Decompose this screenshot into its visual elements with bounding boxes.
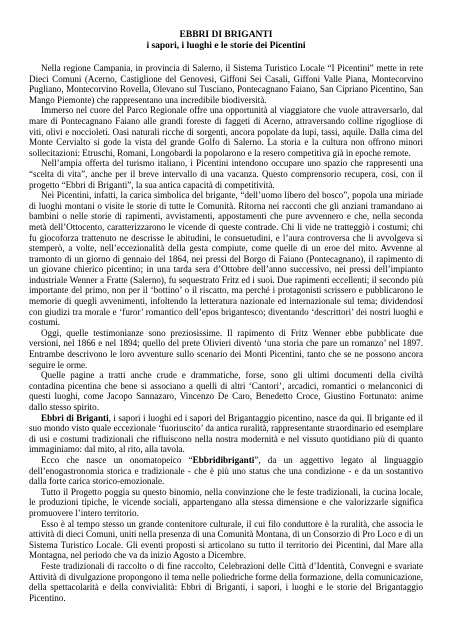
- paragraph-8: Ecco che nasce un onomatopeico “Ebbridibriganti”, da un aggettivo legato al linguaggio dell’enogastronomia storica e tradizionale - che è più uno status che una condizione - e da un sostantivo dalla forte carica storico-emozionale.: [29, 454, 423, 487]
- paragraph-6: Quelle pagine a tratti anche crude e drammatiche, forse, sono gli ultimi documenti della civiltà contadina picentina che bene si associano a quelli di altri ‘Cantori’, arcadici, romantici o melanconici di questi luoghi, come Jacopo Sannazaro, Vincenzo De Caro, Benedetto Croce, Giustino Fortunato: anime dallo stesso spirito.: [29, 370, 423, 412]
- paragraph-5: Oggi, quelle testimonianze sono preziosissime. Il rapimento di Fritz Wenner ebbe pubblicate due versioni, nel 1866 e nel 1894; quello del prete Olivieri diventò ‘una storia che pare un romanzo’ nel 1897. Entrambe descrivono le loro avventure sullo scenario dei Monti Picentini, tanto che se ne possono ancora seguire le orme.: [29, 327, 423, 370]
- document-title: EBBRI DI BRIGANTI: [179, 30, 273, 40]
- paragraph-9: Tutto il Progetto poggia su questo binomio, nella convinzione che le feste tradizionali, la cucina locale, le produzioni tipiche, le vicende sociali, appartengano alla stessa dimensione e che valorizzarle significa promuovere l’intero territorio.: [29, 486, 423, 518]
- document-subtitle: i sapori, i luoghi e le storie dei Picentini: [146, 41, 306, 51]
- paragraph-1: Nella regione Campania, in provincia di Salerno, il Sistema Turistico Locale “I Picentini” mette in rete Dieci Comuni (Acerno, Castiglione del Genovesi, Giffoni Sei Casali, Giffoni Valle Piana, Montecorvino Pugliano, Montecorvino Rovella, Olevano sul Tusciano, Pontecagnano Faiano, San Cipriano Picentino, San Mango Piemonte) che rappresentano una incredibile biodiversità.: [29, 63, 423, 105]
- paragraph-2: Immerso nel cuore del Parco Regionale offre una opportunità al viaggiatore che vuole attraversarlo, dal mare di Pontecagnano Faiano alle grandi foreste di faggeti di Acerno, attraversando colline rigogliose di viti, olivi e noccioleti. Oasi naturali ricche di sorgenti, ancora popolate da lupi, tassi, aquile. Dalla cima del Monte Cervialto si gode la vista del grande Golfo di Salerno. La storia e la cultura non offrono minori sollecitazioni: Etruschi, Romani, Longobardi la popolarono e la resero competitiva già in epoche remote.: [29, 105, 423, 158]
- paragraph-7: Ebbri di Briganti, i sapori i luoghi ed i sapori del Brigantaggio picentino, nasce da qui. Il brigante ed il suo mondo visto quale eccezionale ‘fuoriuscito’ da antica ruralità, rappresentante straordinario ed esemplare di usi e costumi tradizionali che rifluiscono nella nostra modernità e nel vissuto quotidiano più di quanto immaginiamo: dal mito, al rito, alla tavola.: [29, 412, 423, 455]
- paragraph-11: Feste tradizionali di raccolto o di fine raccolto, Celebrazioni delle Città d’Identità, Convegni e svariate Attività di divulgazione propongono il tema nelle poliedriche forme della formazione, della comunicazione, della spettacolarità e della convivialità: Ebbri di Briganti, i sapori, i luoghi e le storie del Brigantaggio Picentino.: [29, 560, 423, 603]
- paragraph-4: Nei Picentini, infatti, la carica simbolica del brigante, “dell’uomo libero del bosco”, popola una miriade di luoghi montani o visite le storie di tutte le Comunità. Ritorna nei racconti che gli anziani tramandano ai bambini o nelle storie di rapimenti, avvistamenti, appostamenti che pure avvennero e che, nella seconda metà dell’Ottocento, caratterizzarono le vicende di queste contrade. Chi li vide ne tratteggiò i costumi; chi fu giocoforza trattenuto ne descrisse le abitudini, le consuetudini, e l’aura controversa che li avvolgeva si stemperò, a volte, nell’eccezionalità della gesta compiute, come quelle di un eroe del mito. Avvenne al tramonto di un giorno di gennaio del 1864, nei pressi del Borgo di Faiano (Pontecagnano), il rapimento di un giovane chierico picentino; in una tarda sera d’Ottobre dell’anno successivo, nei pressi dell’impianto industriale Wenner a Fratte (Salerno), fu sequestrato Fritz ed i suoi. Due rapimenti eccellenti; il secondo più importante del primo, non per il ‘bottino’ o il riscatto, ma perché i protagonisti scrissero e pubblicarono le memorie di quegli avvenimenti, infoltendo la letteratura nazionale ed internazionale sul tema; dividendosi con giudizi tra morale e ‘furor’ romantico dell’epos brigantesco; diventando ‘descrittori’ dei nostri luoghi e costumi.: [29, 190, 423, 328]
- onomatopoeic-word-bold: Ebbridibriganti: [192, 454, 255, 465]
- project-name-bold: Ebbri di Briganti: [41, 412, 109, 423]
- paragraph-3: Nell’ampia offerta del turismo italiano, i Picentini intendono occupare uno spazio che rappresenti una “scelta di vita”, anche per il breve intervallo di una vacanza. Questo comprensorio recupera, così, con il progetto “Ebbri di Briganti”, la sua antica capacità di competitività.: [29, 158, 423, 190]
- paragraph-10: Esso è al tempo stesso un grande contenitore culturale, il cui filo conduttore è la ruralità, che associa le attività di dieci Comuni, uniti nella presenza di una Comunità Montana, di un Consorzio di Pro Loco e di un Sistema Turistico Locale. Gli eventi proposti si articolano su tutto il territorio dei Picentini, dal Mare alla Montagna, nel periodo che va da inizio Agosto a Dicembre.: [29, 518, 423, 561]
